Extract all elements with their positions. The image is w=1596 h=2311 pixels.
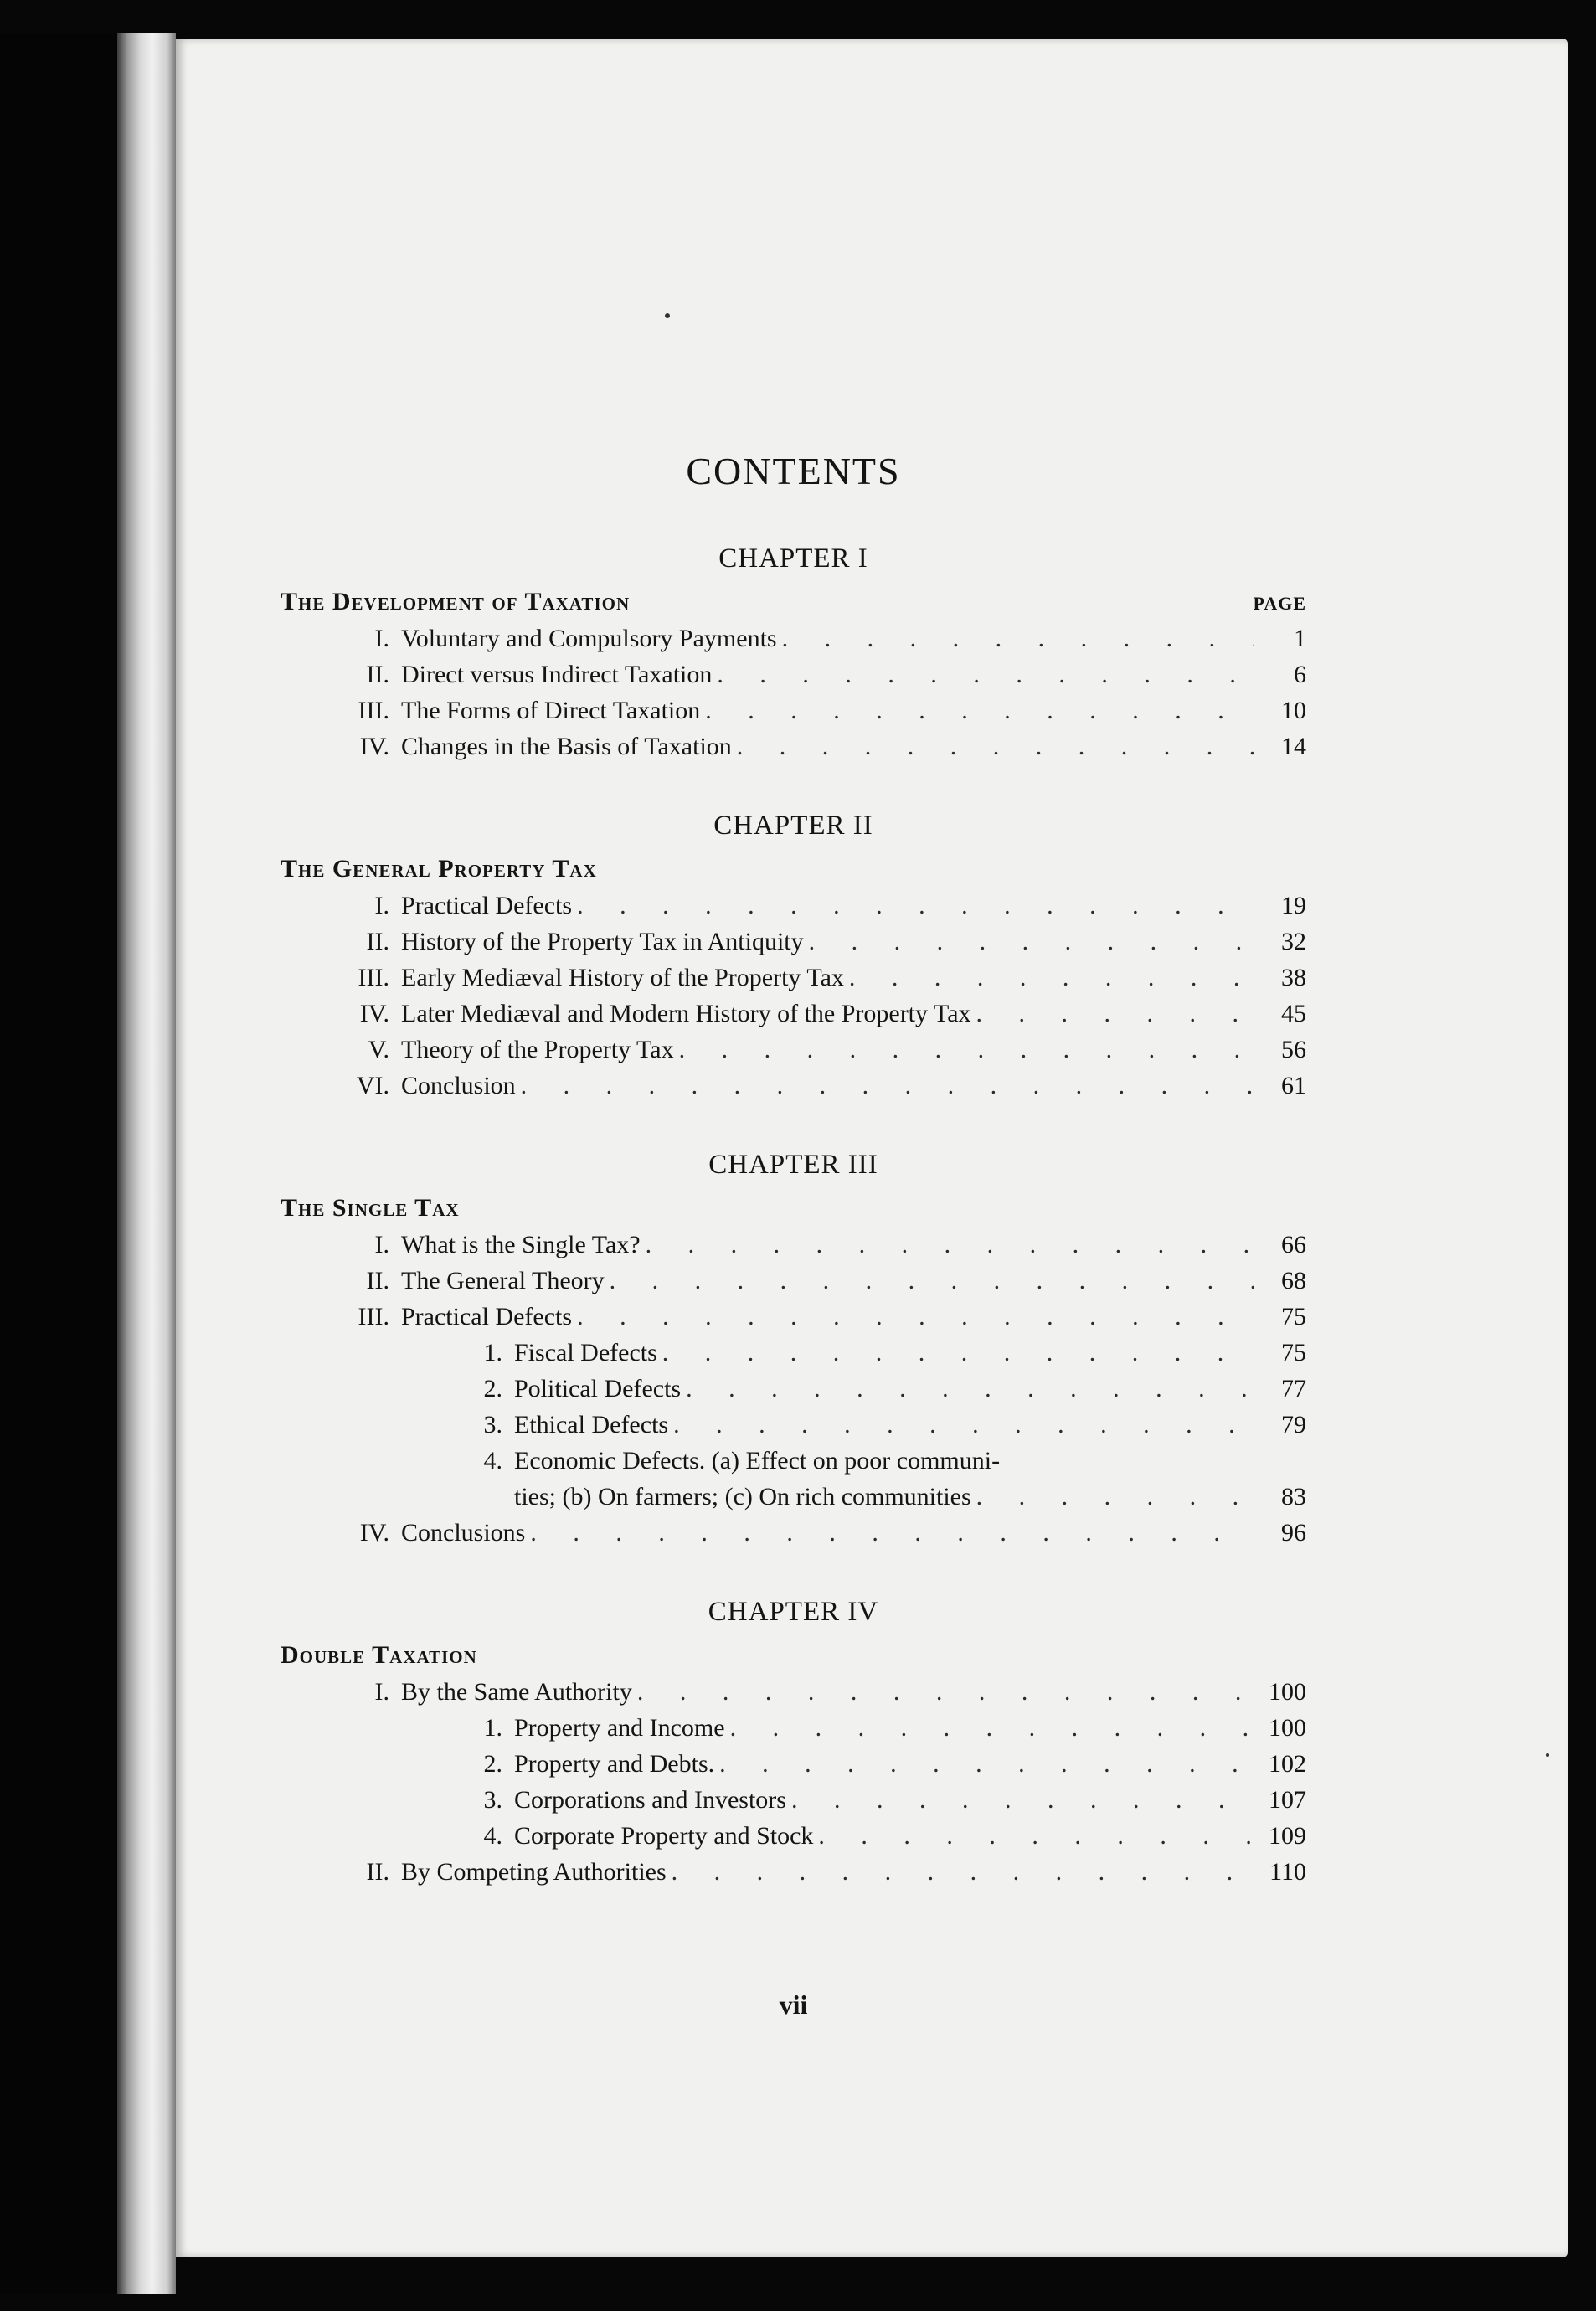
toc-entry[interactable] [281, 1339, 1306, 1375]
chapter-subject-row [281, 1641, 1306, 1678]
entry-page-number: 107 [1269, 1786, 1306, 1814]
entry-page-number: 45 [1281, 1000, 1306, 1027]
dot-leader [672, 1858, 1254, 1886]
toc-entry[interactable] [281, 964, 1306, 1000]
entry-title: By the Same Authority [401, 1678, 632, 1706]
dot-leader [705, 697, 1254, 725]
entry-page-number: 61 [1281, 1072, 1306, 1099]
entry-number: 4. [483, 1822, 502, 1850]
dot-leader [577, 1303, 1254, 1331]
chapter-section [281, 1150, 1306, 1555]
entry-page-number: 102 [1269, 1750, 1306, 1778]
toc-entry[interactable] [281, 1231, 1306, 1267]
entry-page-number: 110 [1269, 1858, 1306, 1886]
entry-title: Changes in the Basis of Taxation [401, 733, 732, 760]
entry-number: VI. [356, 1072, 389, 1099]
entry-page-number: 75 [1281, 1303, 1306, 1330]
entry-title: ties; (b) On farmers; (c) On rich communities [514, 1483, 971, 1511]
entry-title: By Competing Authorities [401, 1858, 667, 1886]
entry-title: Practical Defects [401, 892, 573, 919]
toc-entry[interactable] [281, 1678, 1306, 1714]
entry-title: Later Mediæval and Modern History of the Property Tax [401, 1000, 971, 1027]
entry-number: V. [368, 1036, 389, 1063]
chapter-subject-row [281, 588, 1306, 625]
toc-entry[interactable] [281, 1036, 1306, 1072]
dot-leader [791, 1786, 1254, 1814]
chapter-subject: The General Property Tax [281, 855, 597, 883]
entry-number: I. [374, 625, 389, 652]
page-speck [665, 313, 670, 318]
entry-page-number: 83 [1281, 1483, 1306, 1511]
toc-entry[interactable] [281, 1858, 1306, 1894]
toc-entry[interactable] [281, 1303, 1306, 1339]
chapter-subject: The Development of Taxation [281, 588, 631, 615]
entry-title: Conclusions [401, 1519, 526, 1547]
toc-entry[interactable] [281, 1411, 1306, 1447]
entry-title: Political Defects [514, 1375, 682, 1403]
dot-leader [782, 625, 1254, 653]
dot-leader [637, 1678, 1254, 1706]
entry-number: III. [358, 697, 389, 724]
entry-number: 4. [483, 1447, 502, 1475]
entry-title: Voluntary and Compulsory Payments [401, 625, 777, 652]
entry-number: III. [358, 964, 389, 991]
dot-leader [717, 661, 1254, 689]
book-page [176, 39, 1568, 2257]
entry-page-number: 68 [1281, 1267, 1306, 1294]
entry-number: IV. [359, 1519, 389, 1547]
entry-title: Early Mediæval History of the Property Tax [401, 964, 844, 991]
entry-page-number: 77 [1281, 1375, 1306, 1403]
entry-number: III. [358, 1303, 389, 1330]
chapter-heading: CHAPTER III [708, 1150, 878, 1180]
entry-title: The Forms of Direct Taxation [401, 697, 701, 724]
contents-body [281, 449, 1306, 2020]
dot-leader [679, 1036, 1254, 1064]
entry-title: Property and Debts. [514, 1750, 715, 1778]
toc-entry[interactable] [281, 1447, 1306, 1483]
dot-leader [521, 1072, 1254, 1100]
entry-number: I. [374, 1231, 389, 1258]
entry-title: Direct versus Indirect Taxation [401, 661, 713, 688]
entry-number: IV. [359, 733, 389, 760]
entry-page-number: 38 [1281, 964, 1306, 991]
entry-title: The General Theory [401, 1267, 605, 1294]
entry-number: 1. [483, 1339, 502, 1367]
entry-number: 1. [483, 1714, 502, 1742]
page-title: CONTENTS [686, 450, 901, 492]
dot-leader [809, 928, 1254, 956]
toc-entry[interactable] [281, 697, 1306, 733]
dot-leader [730, 1714, 1254, 1742]
toc-entry[interactable] [281, 1267, 1306, 1303]
dot-leader [849, 964, 1254, 992]
entry-title: What is the Single Tax? [401, 1231, 641, 1258]
chapter-heading: CHAPTER IV [708, 1597, 879, 1627]
dot-leader [719, 1750, 1254, 1778]
entry-page-number: 32 [1281, 928, 1306, 955]
dot-leader [577, 892, 1254, 920]
toc-entry[interactable] [281, 661, 1306, 697]
entry-number: II. [366, 661, 389, 688]
toc-entry[interactable] [281, 1519, 1306, 1555]
entry-number: 2. [483, 1375, 502, 1403]
book-gutter [117, 33, 176, 2294]
toc-entry[interactable] [281, 1822, 1306, 1858]
dot-leader [662, 1339, 1254, 1367]
entry-page-number: 1 [1294, 625, 1306, 652]
dot-leader [818, 1822, 1254, 1850]
toc-entry[interactable] [281, 1000, 1306, 1036]
dot-leader [976, 1000, 1254, 1028]
dot-leader [610, 1267, 1254, 1295]
chapter-section [281, 811, 1306, 1108]
page-speck [1546, 1753, 1549, 1757]
chapter-subject-row [281, 1194, 1306, 1231]
chapter-section [281, 1597, 1306, 1894]
chapter-subject: The Single Tax [281, 1194, 460, 1222]
entry-page-number: 100 [1269, 1714, 1306, 1742]
dot-leader [673, 1411, 1254, 1439]
toc-entry[interactable] [281, 928, 1306, 964]
dot-leader [976, 1483, 1254, 1511]
entry-page-number: 100 [1269, 1678, 1306, 1706]
toc-entry[interactable] [281, 625, 1306, 661]
toc-entry[interactable] [281, 1483, 1306, 1519]
toc-entry[interactable] [281, 1714, 1306, 1750]
entry-title: Fiscal Defects [514, 1339, 657, 1367]
entry-title: Property and Income [514, 1714, 725, 1742]
entry-page-number: 10 [1281, 697, 1306, 724]
chapter-list [281, 543, 1306, 1894]
entry-page-number: 14 [1281, 733, 1306, 760]
entry-title: Theory of the Property Tax [401, 1036, 674, 1063]
entry-title: Economic Defects. (a) Effect on poor communi- [514, 1447, 1001, 1475]
toc-entry[interactable] [281, 1072, 1306, 1108]
dot-leader [737, 733, 1254, 761]
chapter-subject-row [281, 855, 1306, 892]
chapter-heading: CHAPTER I [718, 543, 868, 574]
entry-number: II. [366, 928, 389, 955]
entry-page-number: 56 [1281, 1036, 1306, 1063]
entry-title: Conclusion [401, 1072, 516, 1099]
entry-page-number: 109 [1269, 1822, 1306, 1850]
entry-number: II. [366, 1858, 389, 1886]
entry-number: 3. [483, 1786, 502, 1814]
toc-entry[interactable] [281, 1750, 1306, 1786]
entry-page-number: 19 [1281, 892, 1306, 919]
entry-page-number: 66 [1281, 1231, 1306, 1258]
entry-title: Practical Defects [401, 1303, 573, 1330]
entry-page-number: 6 [1294, 661, 1306, 688]
dot-leader [686, 1375, 1254, 1403]
entry-number: I. [374, 1678, 389, 1706]
entry-page-number: 79 [1281, 1411, 1306, 1439]
page-folio: vii [779, 1989, 808, 2020]
entry-number: II. [366, 1267, 389, 1294]
dot-leader [530, 1519, 1254, 1547]
left-page-edge [0, 33, 117, 2294]
entry-title: Corporations and Investors [514, 1786, 786, 1814]
entry-number: 2. [483, 1750, 502, 1778]
entry-number: 3. [483, 1411, 502, 1439]
chapter-subject: Double Taxation [281, 1641, 477, 1669]
entry-page-number: 96 [1281, 1519, 1306, 1547]
entry-title: Corporate Property and Stock [514, 1822, 814, 1850]
toc-entry[interactable] [281, 892, 1306, 928]
toc-entry[interactable] [281, 1786, 1306, 1822]
chapter-heading: CHAPTER II [713, 811, 873, 841]
entry-number: IV. [359, 1000, 389, 1027]
dot-leader [646, 1231, 1254, 1259]
toc-entry[interactable] [281, 1375, 1306, 1411]
entry-number: I. [374, 892, 389, 919]
entry-page-number: 75 [1281, 1339, 1306, 1367]
page-column-label: PAGE [1253, 593, 1306, 614]
entry-title: History of the Property Tax in Antiquity [401, 928, 804, 955]
chapter-section [281, 543, 1306, 769]
toc-entry[interactable] [281, 733, 1306, 769]
entry-title: Ethical Defects [514, 1411, 669, 1439]
